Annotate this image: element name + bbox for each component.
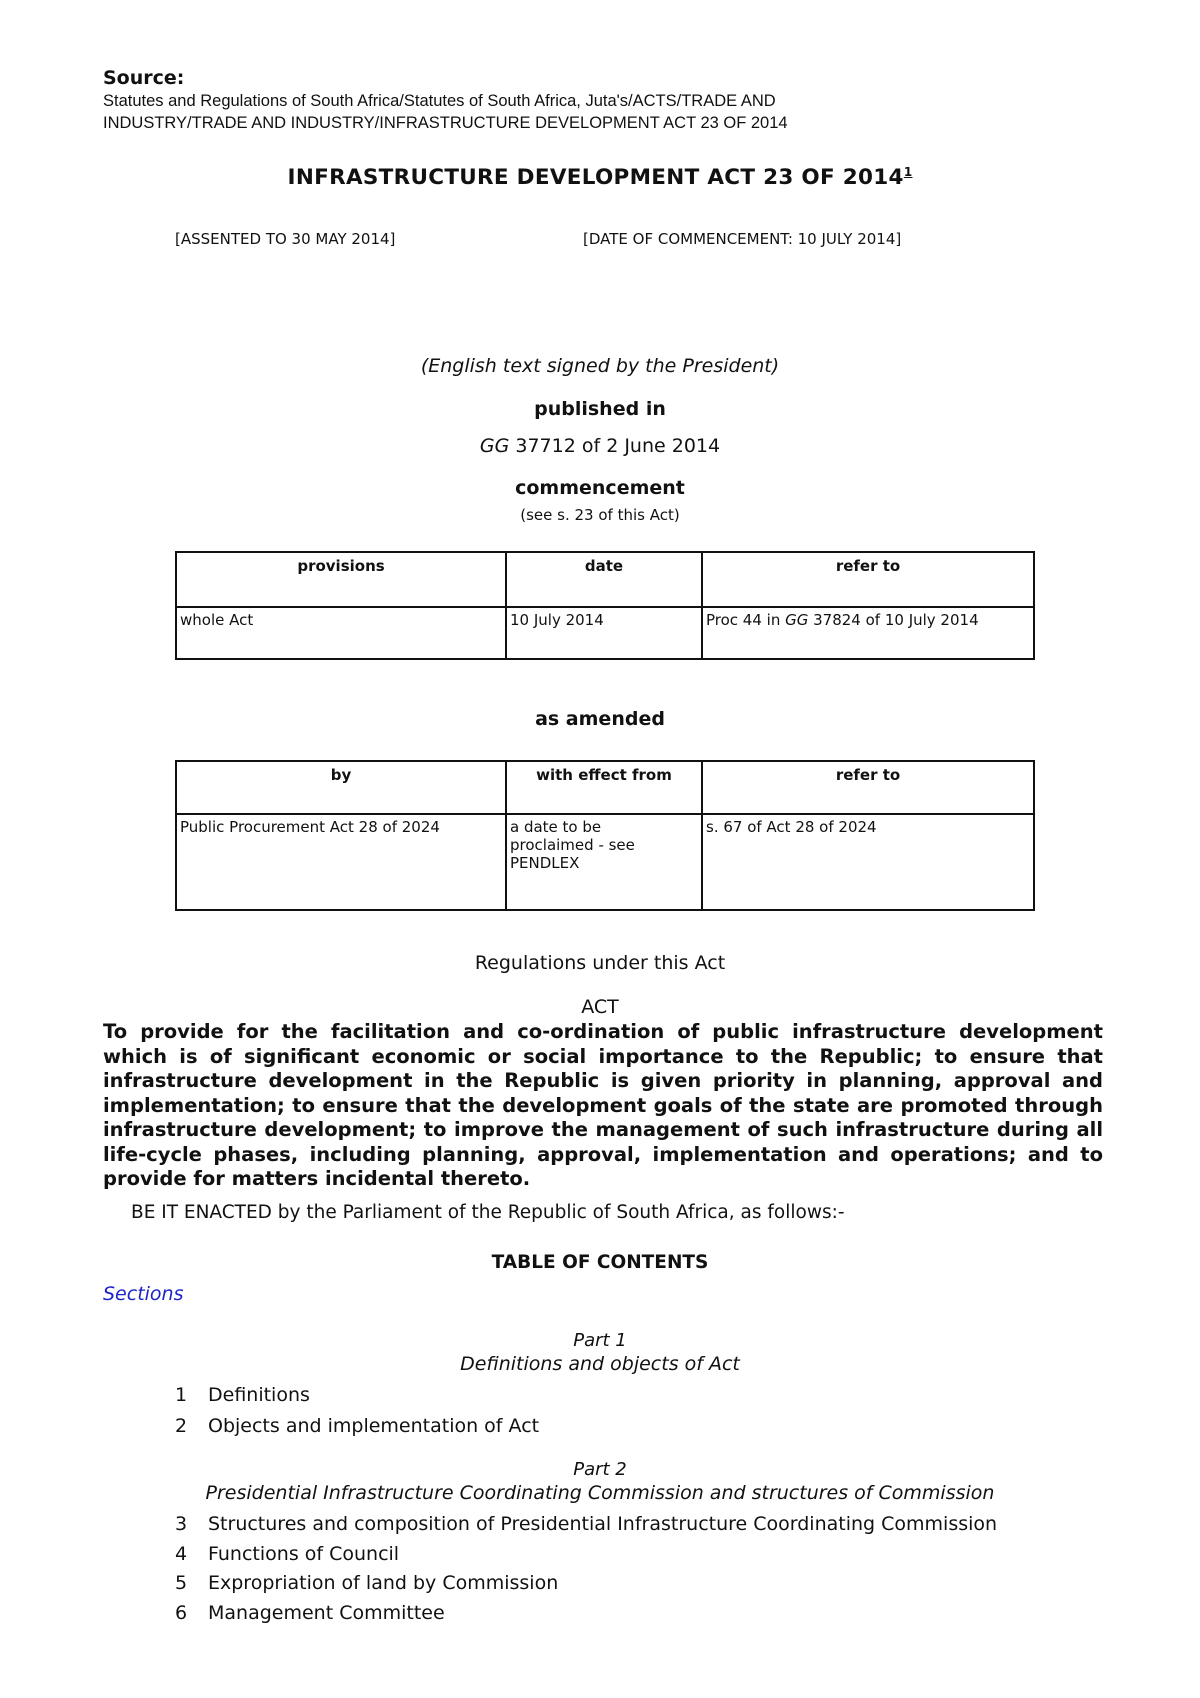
refer-gg: GG xyxy=(785,611,809,629)
cell-with-effect-from xyxy=(506,814,702,910)
amendments-table xyxy=(175,760,1035,911)
gazette-details: 37712 of 2 June 2014 xyxy=(509,435,721,457)
toc-item-number: 1 xyxy=(175,1384,188,1406)
toc-item-text: Functions of Council xyxy=(208,1543,400,1565)
signed-note: (English text signed by the President) xyxy=(420,355,780,377)
part-2-title: Presidential Infrastructure Coordinating Commission and structures of Commission xyxy=(205,1482,995,1504)
toc-item-number: 2 xyxy=(175,1415,188,1437)
commencement-note: (see s. 23 of this Act) xyxy=(520,506,680,524)
toc-heading: TABLE OF CONTENTS xyxy=(491,1252,709,1273)
long-title: To provide for the facilitation and co-ordination of public infrastructure development which is of significant economic or social importance to the Republic; to ensure that infrastructure development in the Republic is given priority in planning, approval and implementation; to ensure that the development goals of the state are promoted through infrastructure development; to improve the management of such infrastructure during all life-cycle phases, including planning, approval, implementation and operations; and to provide for matters incidental thereto. xyxy=(103,1020,1103,1190)
toc-item-number: 6 xyxy=(175,1602,188,1624)
effect-line-3: PENDLEX xyxy=(510,854,580,872)
regulations-heading: Regulations under this Act xyxy=(474,952,726,974)
refer-suffix: 37824 of 10 July 2014 xyxy=(808,611,979,629)
column-header-provisions: provisions xyxy=(176,552,506,607)
table-header-row xyxy=(176,552,1034,607)
toc-item-number: 3 xyxy=(175,1513,188,1535)
toc-item-text: Management Committee xyxy=(208,1602,445,1624)
cell-date: 10 July 2014 xyxy=(506,607,702,659)
source-label: Source: xyxy=(103,67,185,89)
gazette-reference xyxy=(0,435,1200,457)
cell-refer-to: s. 67 of Act 28 of 2024 xyxy=(702,814,1034,910)
toc-item[interactable] xyxy=(175,1513,997,1535)
toc-item[interactable] xyxy=(175,1572,558,1594)
source-block xyxy=(103,66,1103,134)
column-header-refer-to: refer to xyxy=(702,552,1034,607)
toc-item-number: 4 xyxy=(175,1543,188,1565)
source-path-line-1: Statutes and Regulations of South Africa/Statutes of South Africa, Juta's/ACTS/TRADE AND xyxy=(103,92,776,110)
column-header-by: by xyxy=(176,761,506,814)
commencement-heading: commencement xyxy=(515,477,685,499)
footnote-ref-link[interactable]: 1 xyxy=(903,165,913,179)
table-row xyxy=(176,814,1034,910)
source-path-line-2: INDUSTRY/TRADE AND INDUSTRY/INFRASTRUCTURE DEVELOPMENT ACT 23 OF 2014 xyxy=(103,114,788,132)
refer-prefix: Proc 44 in xyxy=(706,611,786,629)
toc-item[interactable] xyxy=(175,1384,310,1406)
sections-link[interactable]: Sections xyxy=(103,1283,184,1305)
assented-date: [ASSENTED TO 30 MAY 2014] xyxy=(175,230,396,248)
part-1-label: Part 1 xyxy=(573,1330,627,1351)
toc-item-number: 5 xyxy=(175,1572,188,1594)
toc-item[interactable] xyxy=(175,1415,539,1437)
toc-item-text: Objects and implementation of Act xyxy=(208,1415,540,1437)
column-header-with-effect-from: with effect from xyxy=(506,761,702,814)
amended-heading: as amended xyxy=(535,708,665,730)
act-title xyxy=(0,165,1200,190)
cell-provisions: whole Act xyxy=(176,607,506,659)
toc-item[interactable] xyxy=(175,1602,445,1624)
table-header-row xyxy=(176,761,1034,814)
column-header-refer-to: refer to xyxy=(702,761,1034,814)
toc-item[interactable] xyxy=(175,1543,399,1565)
cell-by: Public Procurement Act 28 of 2024 xyxy=(176,814,506,910)
gazette-abbrev: GG xyxy=(479,435,510,457)
part-2-label: Part 2 xyxy=(573,1459,627,1480)
toc-item-text: Definitions xyxy=(208,1384,310,1406)
cell-refer-to xyxy=(702,607,1034,659)
act-heading: ACT xyxy=(581,996,619,1018)
table-row xyxy=(176,607,1034,659)
part-1-title: Definitions and objects of Act xyxy=(460,1353,740,1375)
toc-item-text: Expropriation of land by Commission xyxy=(208,1572,559,1594)
effect-line-1: a date to be xyxy=(510,818,602,836)
column-header-date: date xyxy=(506,552,702,607)
effect-line-2: proclaimed - see xyxy=(510,836,635,854)
toc-item-text: Structures and composition of Presidential Infrastructure Coordinating Commission xyxy=(208,1513,998,1535)
commencement-table xyxy=(175,551,1035,660)
published-heading: published in xyxy=(534,398,666,420)
act-title-text: INFRASTRUCTURE DEVELOPMENT ACT 23 OF 2014 xyxy=(287,165,904,191)
enacting-clause: BE IT ENACTED by the Parliament of the Republic of South Africa, as follows:- xyxy=(131,1202,845,1223)
commencement-date: [DATE OF COMMENCEMENT: 10 JULY 2014] xyxy=(583,230,902,248)
